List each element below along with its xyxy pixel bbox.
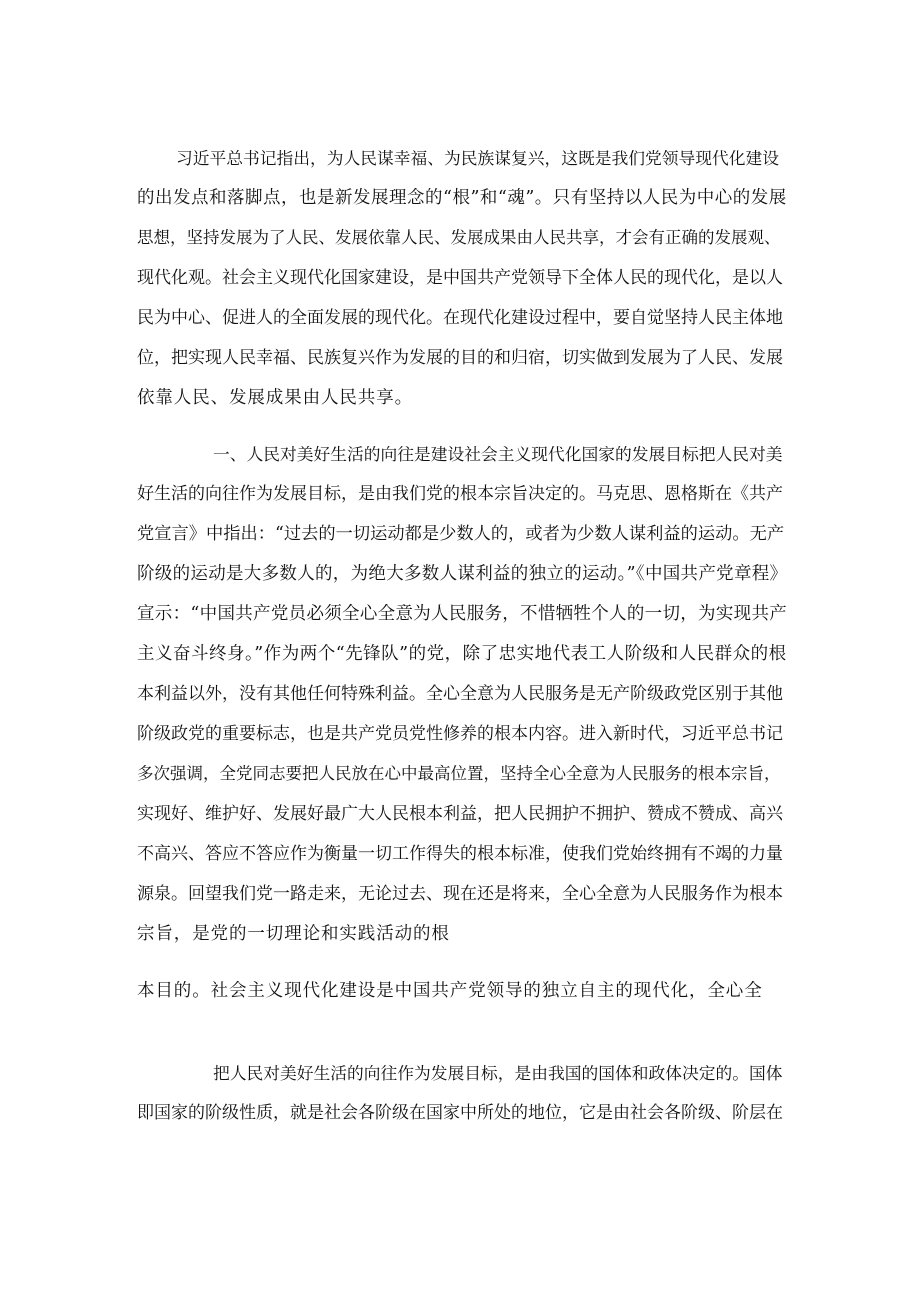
paragraph-2-line-12: 源泉。回望我们党一路走来，无论过去、现在还是将来，全心全意为人民服务作为根本 xyxy=(137,884,783,904)
paragraph-2-line-7: 本利益以外，没有其他任何特殊利益。全心全意为人民服务是无产阶级政党区别于其他 xyxy=(137,684,783,704)
paragraph-1-line-7: 依靠人民、发展成果由人民共享。 xyxy=(137,388,413,408)
paragraph-2-line-5: 宣示：“中国共产党员必须全心全意为人民服务，不惜牺牲个人的一切，为实现共产 xyxy=(137,604,788,624)
paragraph-1-line-2: 的出发点和落脚点，也是新发展理念的“根”和“魂”。只有坚持以人民为中心的发展 xyxy=(137,188,787,208)
paragraph-2-line-8: 阶级政党的重要标志，也是共产党员党性修养的根本内容。进入新时代，习近平总书记 xyxy=(137,724,783,744)
paragraph-1-line-5: 民为中心、促进人的全面发展的现代化。在现代化建设过程中，要自觉坚持人民主体地 xyxy=(137,308,783,328)
paragraph-4-line-1: 把人民对美好生活的向往作为发展目标，是由我国的国体和政体决定的。国体 xyxy=(213,1063,783,1083)
paragraph-2-line-6: 主义奋斗终身。”作为两个“先锋队”的党，除了忠实地代表工人阶级和人民群众的根 xyxy=(137,644,787,664)
paragraph-2-line-11: 不高兴、答应不答应作为衡量一切工作得失的根本标准，使我们党始终拥有不竭的力量 xyxy=(137,844,783,864)
paragraph-1-line-6: 位，把实现人民幸福、民族复兴作为发展的目的和归宿，切实做到发展为了人民、发展 xyxy=(137,348,783,368)
paragraph-2-line-4: 阶级的运动是大多数人的，为绝大多数人谋利益的独立的运动。”《中国共产党章程》 xyxy=(137,564,788,584)
paragraph-2-line-3: 党宣言》中指出：“过去的一切运动都是少数人的，或者为少数人谋利益的运动。无产 xyxy=(137,524,785,544)
paragraph-3-line-1: 本目的。社会主义现代化建设是中国共产党领导的独立自主的现代化，全心全 xyxy=(137,981,763,1001)
paragraph-2-line-9: 多次强调，全党同志要把人民放在心中最高位置，坚持全心全意为人民服务的根本宗旨， xyxy=(137,764,781,783)
paragraph-1-line-1: 习近平总书记指出，为人民谋幸福、为民族谋复兴，这既是我们党领导现代化建设 xyxy=(176,148,780,168)
paragraph-2-line-1: 一、人民对美好生活的向往是建设社会主义现代化国家的发展目标把人民对美 xyxy=(213,444,783,464)
paragraph-4-line-2: 即国家的阶级性质，就是社会各阶级在国家中所处的地位，它是由社会各阶级、阶层在 xyxy=(137,1103,783,1123)
paragraph-1-line-4: 现代化观。社会主义现代化国家建设，是中国共产党领导下全体人民的现代化，是以人 xyxy=(137,268,783,288)
paragraph-2-line-13: 宗旨，是党的一切理论和实践活动的根 xyxy=(137,924,450,944)
paragraph-2-line-10: 实现好、维护好、发展好最广大人民根本利益，把人民拥护不拥护、赞成不赞成、高兴 xyxy=(137,804,783,824)
paragraph-2-line-2: 好生活的向往作为发展目标，是由我们党的根本宗旨决定的。马克思、恩格斯在《共产 xyxy=(137,484,783,504)
paragraph-1-line-3: 思想，坚持发展为了人民、发展依靠人民、发展成果由人民共享，才会有正确的发展观、 xyxy=(137,228,781,247)
